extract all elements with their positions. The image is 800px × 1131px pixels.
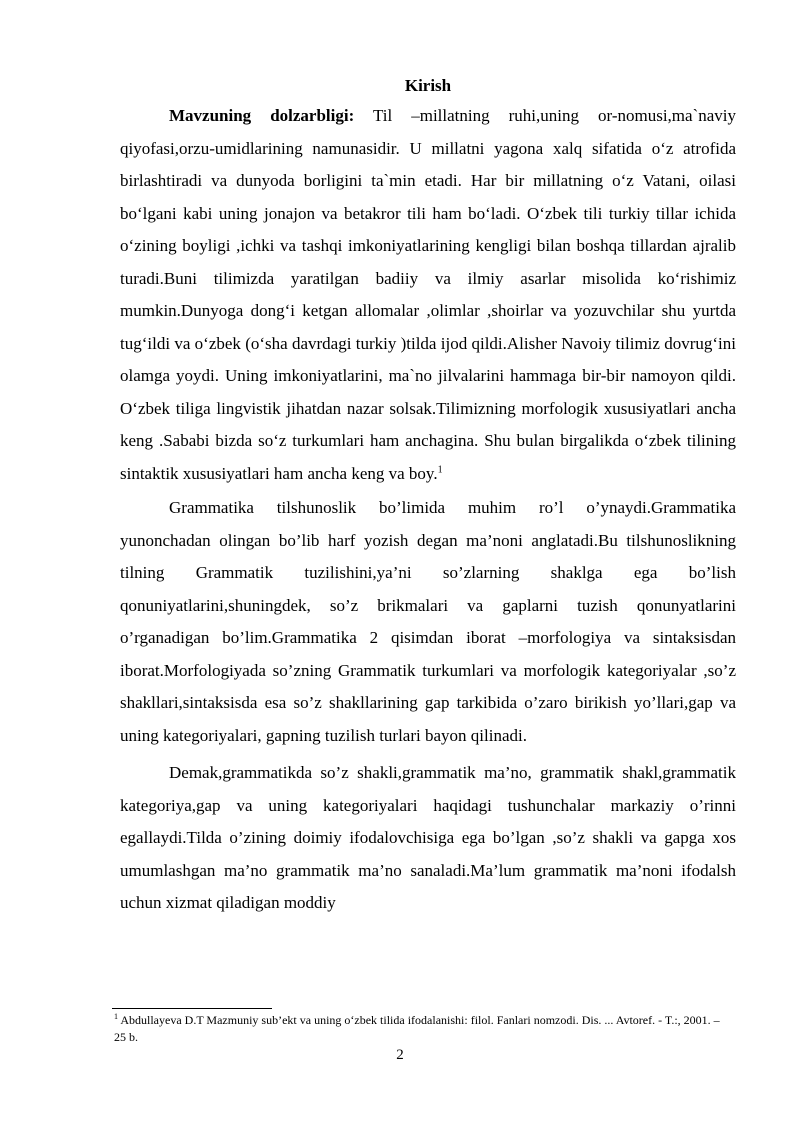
page-number: 2 (396, 1047, 404, 1063)
paragraph-lead: Mavzuning dolzarbligi: (169, 106, 355, 125)
footnote-reference[interactable]: 1 (437, 463, 443, 475)
paragraph-relevance (120, 100, 736, 490)
paragraph-conclusion: Demak,grammatikda so’z shakli,grammatik ma’no, grammatik shakl,grammatik kategoriya,gap va uning kategoriyalari haqidagi tushunchalar markaziy o’rinni egallaydi.Tilda o’zining doimiy ifodalovchisiga ega bo’lgan ,so’z shakli va gapga xos umumlashgan ma’no grammatik ma’no sanaladi.Ma’lum grammatik ma’noni ifodalsh uchun xizmat qiladigan moddiy (120, 763, 736, 912)
footnote (114, 1012, 734, 1046)
footnote-text: Abdullayeva D.T Mazmuniy sub’ekt va uning o‘zbek tilida ifodalanishi: filol. Fanlari nomzodi. Dis. ... Avtoref. - T.:, 2001. – 25 b. (114, 1013, 720, 1044)
page-title: Kirish (404, 76, 452, 95)
document-body (120, 72, 736, 920)
footnote-marker: 1 (114, 1012, 118, 1021)
footnote-separator (112, 1008, 272, 1009)
paragraph-grammar: Grammatika tilshunoslik bo’limida muhim ro’l o’ynaydi.Grammatika yunonchadan olingan bo’lib harf yozish degan ma’noni anglatadi.Bu tilshunoslikning tilning Grammatik tuzilishini,ya’ni so’zlarning shaklga ega bo’lish qonuniyatlarini,shuningdek, so’z brikmalari va gaplarni tuzish qonunyatlarini o’rganadigan bo’lim.Grammatika 2 qisimdan iborat –morfologiya va sintaksisdan iborat.Morfologiyada so’zning Grammatik turkumlari va morfologik kategoriyalar ,so’z shakllari,sintaksisda esa so’z shakllarining gap tarkibida o’zaro birikish yo’llari,gap va uning kategoriyalari, gapning tuzilish turlari bayon qilinadi. (120, 498, 736, 745)
paragraph-text: Til –millatning ruhi,uning or-nomusi,ma`naviy qiyofasi,orzu-umidlarining namunasidir. U millatni yagona xalq sifatida o‘z atrofida birlashtiradi va dunyoda borligini ta`min etadi. Har bir millatning o‘z Vatani, oilasi bo‘lgani kabi uning jonajon va betakror tili ham bo‘ladi. O‘zbek tili turkiy tillar ichida o‘zining boyligi ,ichki va tashqi imkoniyatlarining kengligi bilan boshqa tillardan ajralib turadi.Buni tilimizda yaratilgan badiiy va ilmiy asarlar misolida ko‘rishimiz mumkin.Dunyoga dong‘i ketgan allomalar ,olimlar ,shoirlar va yozuvchilar shu yurtda tug‘ildi va o‘zbek (o‘sha davrdagi turkiy )tilda ijod qildi.Alisher Navoiy tilimiz dovrug‘ini olamga yoydi. Uning imkoniyatlarini, ma`no jilvalarini hammaga bir-bir namoyon qildi. O‘zbek tiliga lingvistik jihatdan nazar solsak.Tilimizning morfologik xususiyatlari ancha keng .Sababi bizda so‘z turkumlari ham anchagina. Shu bulan birgalikda o‘zbek tilining sintaktik xususiyatlari ham ancha keng va boy. (120, 106, 737, 483)
